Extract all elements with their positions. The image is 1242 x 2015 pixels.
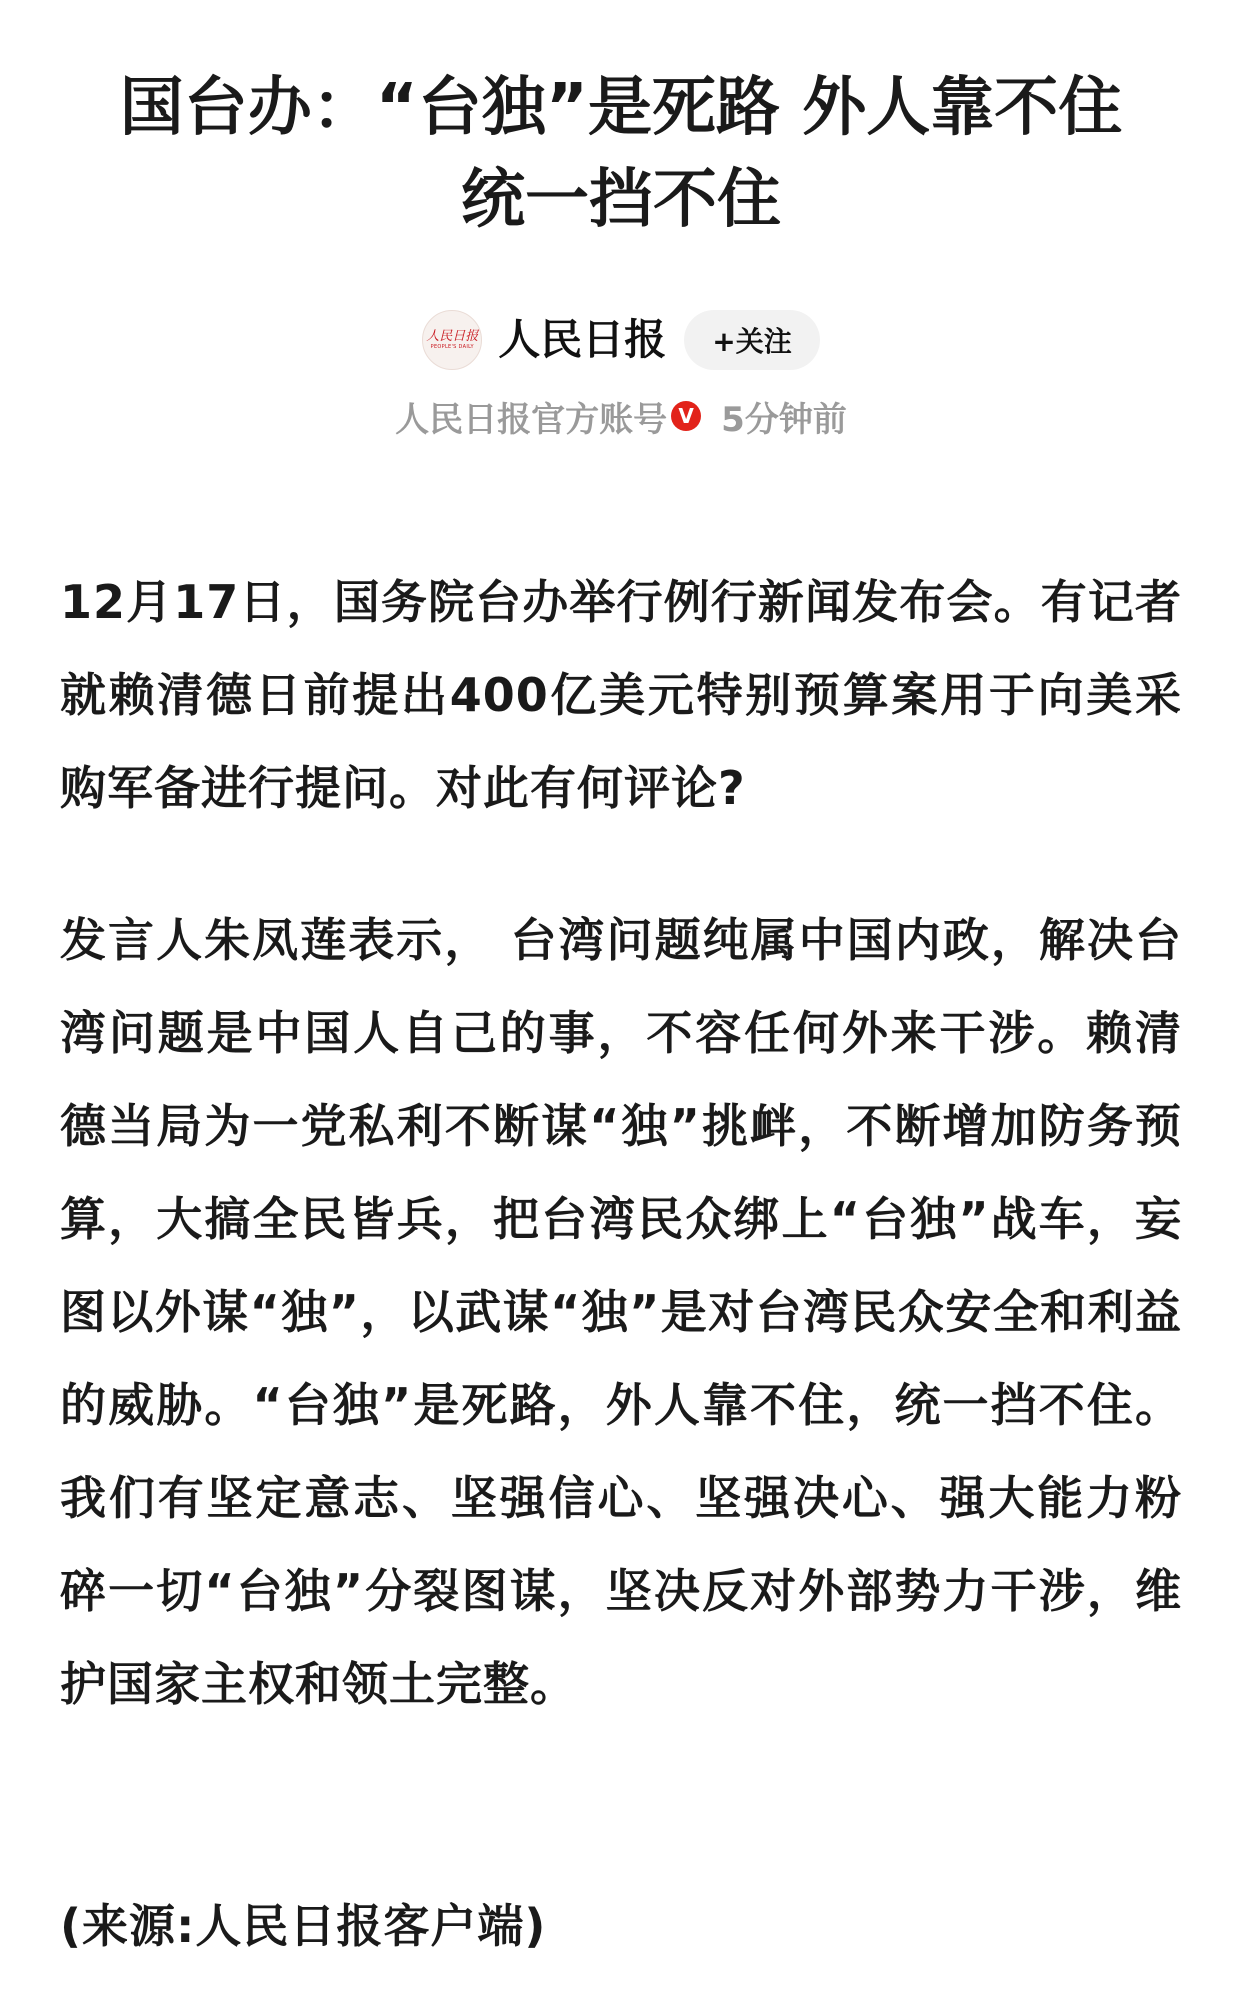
verified-icon: V [671,401,701,431]
paragraph-statement: 发言人朱凤莲表示， 台湾问题纯属中国内政，解决台湾问题是中国人自己的事，不容任何外来干涉。赖清德当局为一党私利不断谋“独”挑衅，不断增加防务预算，大搞全民皆兵，把台湾民众绑上“台独”战车，妄图以外谋“独”，以武谋“独”是对台湾民众安全和利益的威胁。“台独”是死路，外人靠不住，统一挡不住。我们有坚定意志、坚强信心、坚强决心、强大能力粉碎一切“台独”分裂图谋，坚决反对外部势力干涉，维护国家主权和领土完整。 [60,913,1182,1711]
meta-row [0,393,1242,439]
author-row [0,308,1242,372]
account-type: 人民日报官方账号 [395,399,668,440]
article-title: 国台办：“台独”是死路 外人靠不住 统一挡不住 [119,71,1123,237]
publish-time: 5分钟前 [721,399,847,440]
follow-button[interactable]: +关注 [684,310,819,370]
avatar-logo-subtext: PEOPLE'S DAILY [430,343,474,350]
paragraph-question: 12月17日，国务院台办举行例行新闻发布会。有记者就赖清德日前提出400亿美元特别预算案用于向美采购军备进行提问。对此有何评论? [60,575,1182,815]
paragraph-source: (来源:人民日报客户端) [60,1899,547,1953]
author-name[interactable]: 人民日报 [498,315,667,364]
avatar-logo-text: 人民日报 [426,328,479,344]
author-avatar[interactable] [422,310,482,370]
